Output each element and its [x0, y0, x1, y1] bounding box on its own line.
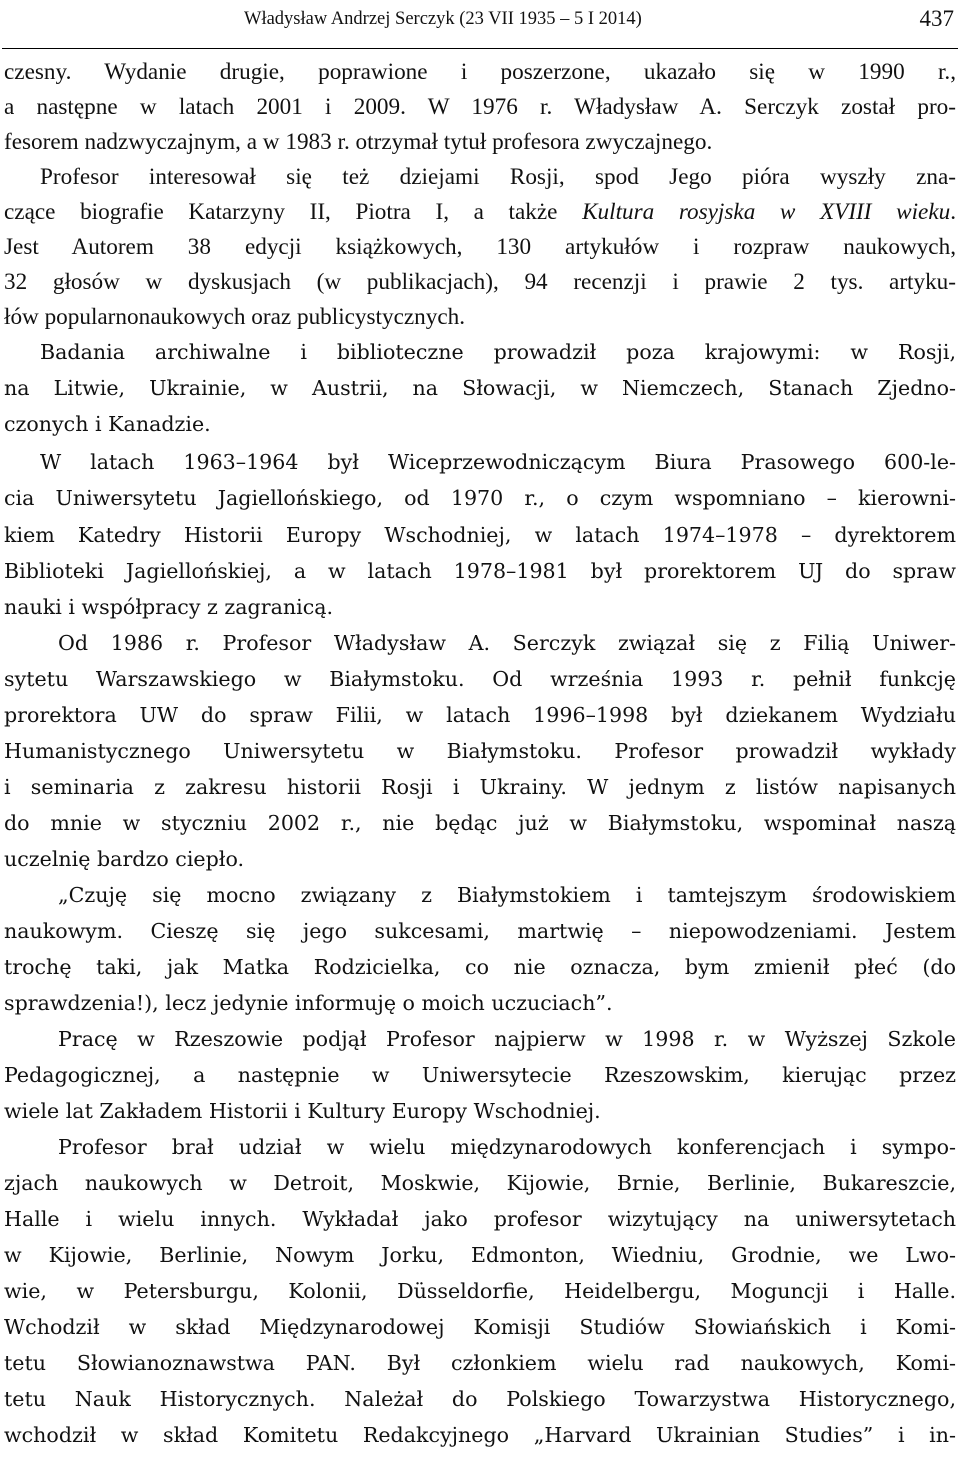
- text-line: [4, 89, 956, 125]
- text-line-content: sytetu Warszawskiego w Białymstoku. Od września 1993 r. pełnił funkcję: [4, 667, 956, 691]
- text-line: [4, 841, 956, 877]
- text-line-content: fesorem nadzwyczajnym, a w 1983 r. otrzymał tytuł profesora zwyczajnego.: [4, 129, 713, 155]
- text-line-content: Pedagogicznej, a następnie w Uniwersytecie Rzeszowskim, kierując przez: [4, 1063, 956, 1087]
- text-line-content: Halle i wielu innych. Wykładał jako profesor wizytujący na uniwersytetach: [4, 1207, 956, 1231]
- text-line: [4, 1165, 956, 1201]
- text-line: [4, 805, 956, 841]
- text-line: [4, 1381, 956, 1417]
- text-line-content: na Litwie, Ukrainie, w Austrii, na Słowacji, w Niemczech, Stanach Zjedno-: [4, 376, 956, 400]
- text-line-content: zjach naukowych w Detroit, Moskwie, Kijowie, Brnie, Berlinie, Bukareszcie,: [4, 1171, 956, 1195]
- text-line-content: 32 głosów w dyskusjach (w publikacjach), 94 recenzji i prawie 2 tys. artyku-: [4, 269, 956, 295]
- text-line-content: wie, w Petersburgu, Kolonii, Düsseldorfie, Heidelbergu, Moguncji i Halle.: [4, 1279, 956, 1303]
- text-line-content: Jest Autorem 38 edycji książkowych, 130 artykułów i rozpraw naukowych,: [4, 234, 956, 260]
- text-line-content: Badania archiwalne i biblioteczne prowadził poza krajowymi: w Rosji,: [40, 340, 956, 364]
- text-line-content: prorektora UW do spraw Filii, w latach 1996–1998 był dziekanem Wydziału: [4, 703, 956, 727]
- text-line-content: Pracę w Rzeszowie podjął Profesor najpierw w 1998 r. w Wyższej Szkole: [58, 1027, 956, 1051]
- text-line: [4, 124, 956, 160]
- text-line: [58, 1021, 956, 1057]
- text-line: [4, 1273, 956, 1309]
- text-line: [4, 1417, 956, 1453]
- text-line: [4, 406, 956, 442]
- text-line-content: sprawdzenia!), lecz jedynie informuję o moich uczuciach”.: [4, 991, 613, 1015]
- text-line: [4, 697, 956, 733]
- text-line-content: a następne w latach 2001 i 2009. W 1976 r. Władysław A. Serczyk został pro-: [4, 94, 956, 120]
- text-line: [4, 370, 956, 406]
- text-line: [4, 661, 956, 697]
- text-line: [4, 1093, 956, 1129]
- text-line-content: W latach 1963–1964 był Wiceprzewodniczącym Biura Prasowego 600-le-: [40, 450, 956, 474]
- text-line: [4, 517, 956, 553]
- text-line: [4, 299, 956, 335]
- text-line-content: Profesor interesował się też dziejami Rosji, spod Jego pióra wyszły zna-: [40, 164, 956, 190]
- running-header: [0, 4, 960, 34]
- text-line: [4, 553, 956, 589]
- text-line: [4, 54, 956, 90]
- text-line: [58, 1129, 956, 1165]
- text-line: [40, 159, 956, 195]
- text-line: [4, 229, 956, 265]
- text-line: [4, 480, 956, 516]
- text-line: [40, 444, 956, 480]
- text-line-content: wiele lat Zakładem Historii i Kultury Europy Wschodniej.: [4, 1099, 601, 1123]
- text-line-tail: .: [950, 199, 956, 225]
- text-line: [58, 625, 956, 661]
- page-number: 437: [919, 6, 954, 31]
- text-line-content: Od 1986 r. Profesor Władysław A. Serczyk związał się z Filią Uniwer-: [58, 631, 956, 655]
- text-line: [4, 733, 956, 769]
- text-line-content: Humanistycznego Uniwersytetu w Białymstoku. Profesor prowadził wykłady: [4, 739, 956, 763]
- text-line-content: w Kijowie, Berlinie, Nowym Jorku, Edmonton, Wiedniu, Grodnie, we Lwo-: [4, 1243, 956, 1267]
- text-line-content: łów popularnonaukowych oraz publicystycznych.: [4, 304, 466, 330]
- text-line: [4, 589, 956, 625]
- text-line: [4, 913, 956, 949]
- text-line-content: czonych i Kanadzie.: [4, 412, 211, 436]
- text-line-content: uczelnię bardzo ciepło.: [4, 847, 245, 871]
- text-line: [4, 264, 956, 300]
- text-line: [4, 194, 956, 230]
- header-rule: [2, 48, 958, 49]
- text-line: [40, 334, 956, 370]
- text-line: [4, 1057, 956, 1093]
- running-header-title: Władysław Andrzej Serczyk (23 VII 1935 – 5 I 2014): [244, 9, 642, 29]
- text-line-content: Biblioteki Jagiellońskiej, a w latach 1978–1981 był prorektorem UJ do spraw: [4, 559, 956, 583]
- text-line-content: naukowym. Cieszę się jego sukcesami, martwię – niepowodzeniami. Jestem: [4, 919, 956, 943]
- text-line-content: trochę taki, jak Matka Rodzicielka, co nie oznacza, bym zmienił płeć (do: [4, 955, 956, 979]
- text-line: [4, 949, 956, 985]
- italic-title: Kultura rosyjska w XVIII wieku: [582, 199, 951, 225]
- text-line-content: „Czuję się mocno związany z Białymstokiem i tamtejszym środowiskiem: [58, 883, 956, 907]
- text-line: [4, 1345, 956, 1381]
- text-line-content: tetu Słowianoznawstwa PAN. Był członkiem wielu rad naukowych, Komi-: [4, 1351, 956, 1375]
- text-line-content: Profesor brał udział w wielu międzynarodowych konferencjach i sympo-: [58, 1135, 956, 1159]
- text-line: [4, 1201, 956, 1237]
- text-line: [4, 985, 956, 1021]
- text-line-content: cia Uniwersytetu Jagiellońskiego, od 1970 r., o czym wspomniano – kierowni-: [4, 486, 956, 510]
- text-line-content: i seminaria z zakresu historii Rosji i Ukrainy. W jednym z listów napisanych: [4, 775, 956, 799]
- text-line-content: kiem Katedry Historii Europy Wschodniej, w latach 1974–1978 – dyrektorem: [4, 523, 956, 547]
- text-line-content: Wchodził w skład Międzynarodowej Komisji Studiów Słowiańskich i Komi-: [4, 1315, 956, 1339]
- text-line: [58, 877, 956, 913]
- text-line-content: wchodził w skład Komitetu Redakcyjnego „Harvard Ukrainian Studies” i in-: [4, 1423, 956, 1447]
- text-line: [4, 1309, 956, 1345]
- text-line: [4, 769, 956, 805]
- text-line-content: do mnie w styczniu 2002 r., nie będąc już w Białymstoku, wspominał naszą: [4, 811, 956, 835]
- text-line-content: nauki i współpracy z zagranicą.: [4, 595, 334, 619]
- text-line-content: czące biografie Katarzyny II, Piotra I, a także: [4, 199, 583, 225]
- text-line-content: tetu Nauk Historycznych. Należał do Polskiego Towarzystwa Historycznego,: [4, 1387, 956, 1411]
- text-line: [4, 1237, 956, 1273]
- text-line-content: czesny. Wydanie drugie, poprawione i poszerzone, ukazało się w 1990 r.,: [4, 59, 956, 85]
